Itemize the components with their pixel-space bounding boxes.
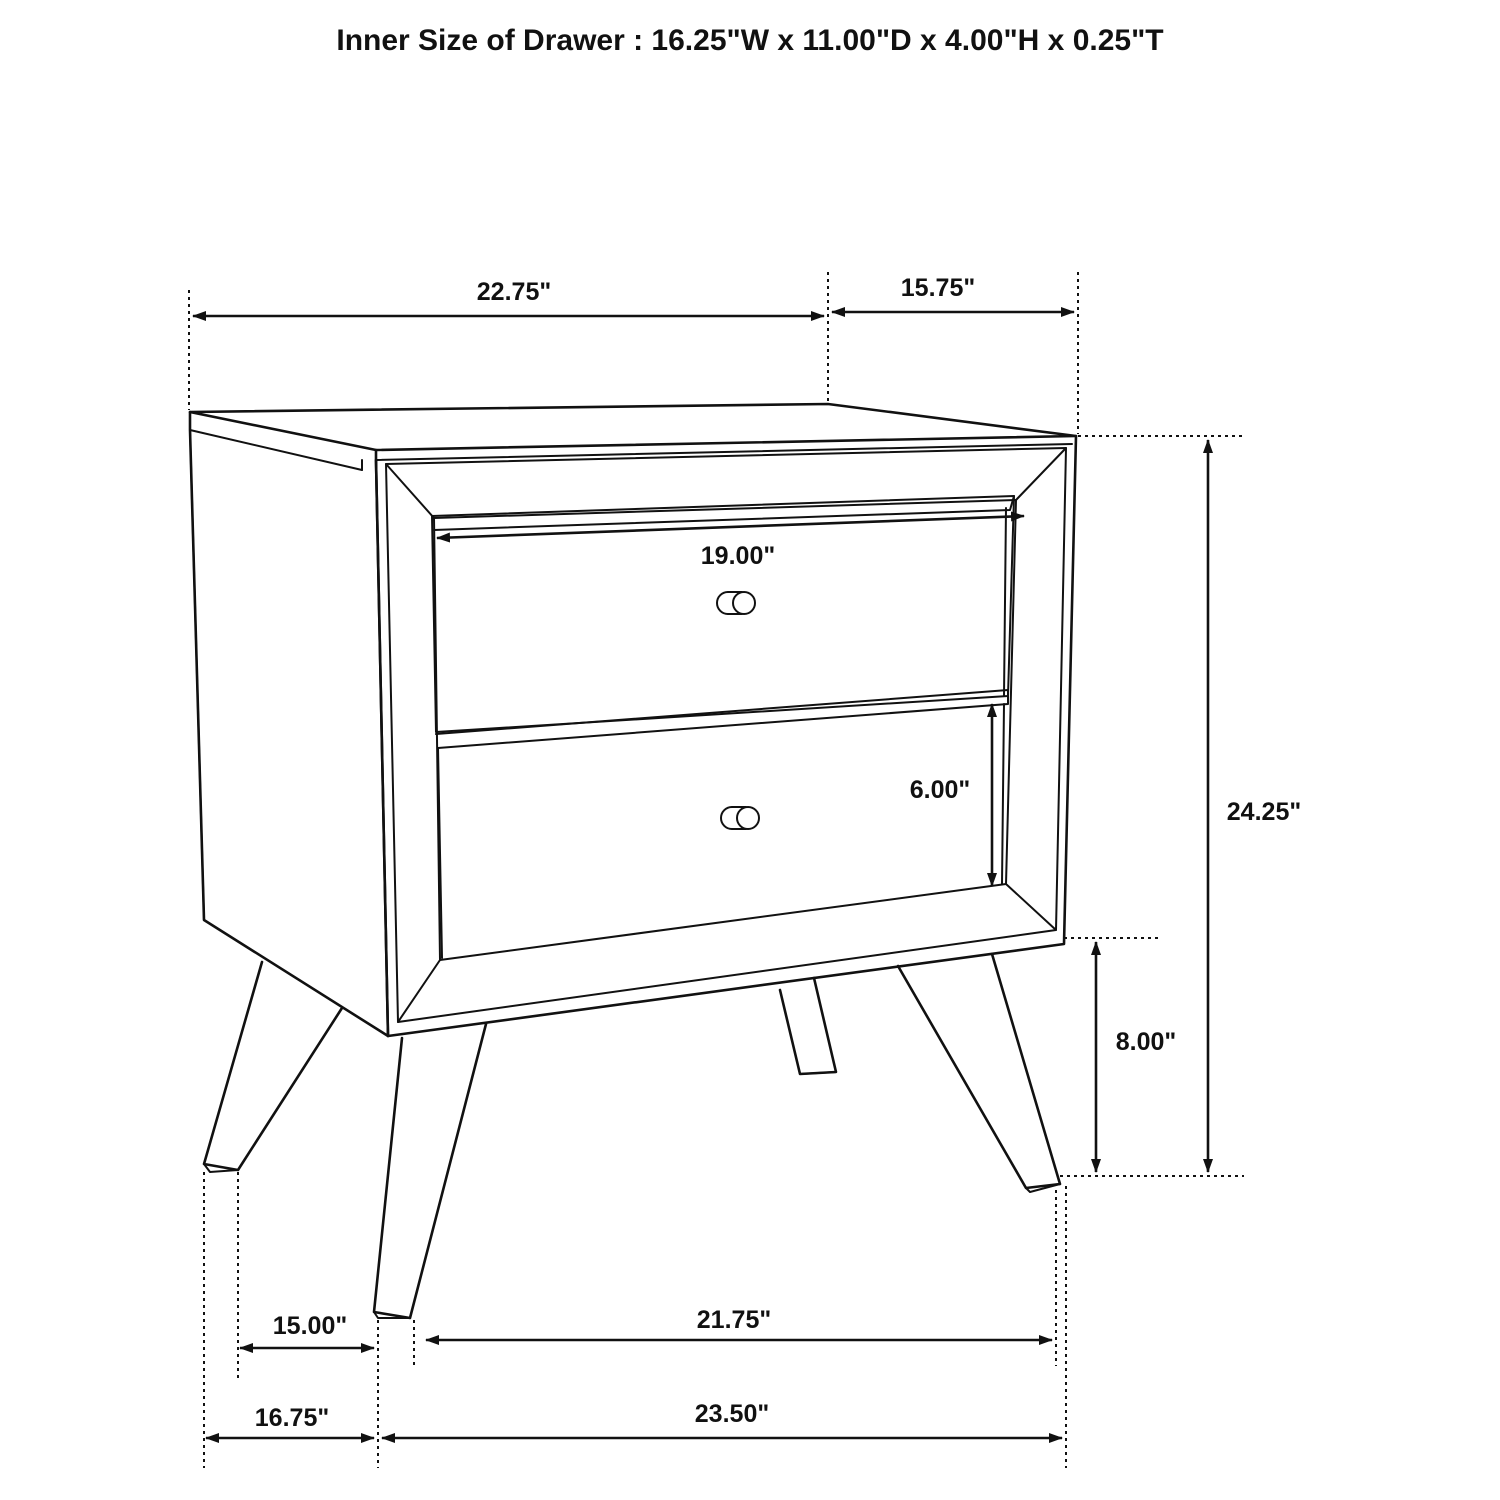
legs bbox=[204, 954, 1060, 1318]
label-base-depth: 16.75" bbox=[254, 1404, 330, 1432]
dimension-labels bbox=[255, 274, 1301, 1432]
top-surface bbox=[190, 404, 1076, 450]
label-drawer-front-width: 19.00" bbox=[700, 542, 776, 570]
diagram-title: Inner Size of Drawer : 16.25"W x 11.00"D x 4.00"H x 0.25"T bbox=[336, 24, 1164, 57]
label-leg-width-span: 21.75" bbox=[696, 1306, 772, 1334]
label-leg-height: 8.00" bbox=[1115, 1028, 1177, 1056]
label-leg-depth-span: 15.00" bbox=[272, 1312, 348, 1340]
knob-top bbox=[717, 592, 755, 614]
leg-front-right bbox=[898, 954, 1060, 1188]
knob-bottom bbox=[721, 807, 759, 829]
side-panel bbox=[190, 412, 388, 1036]
leg-front-left bbox=[374, 1024, 486, 1318]
label-overall-width: 22.75" bbox=[476, 278, 552, 306]
label-drawer-height: 6.00" bbox=[909, 776, 971, 804]
leg-back-right bbox=[780, 978, 836, 1074]
label-overall-height: 24.25" bbox=[1226, 798, 1302, 826]
label-base-width: 23.50" bbox=[694, 1400, 770, 1428]
label-overall-depth: 15.75" bbox=[900, 274, 976, 302]
